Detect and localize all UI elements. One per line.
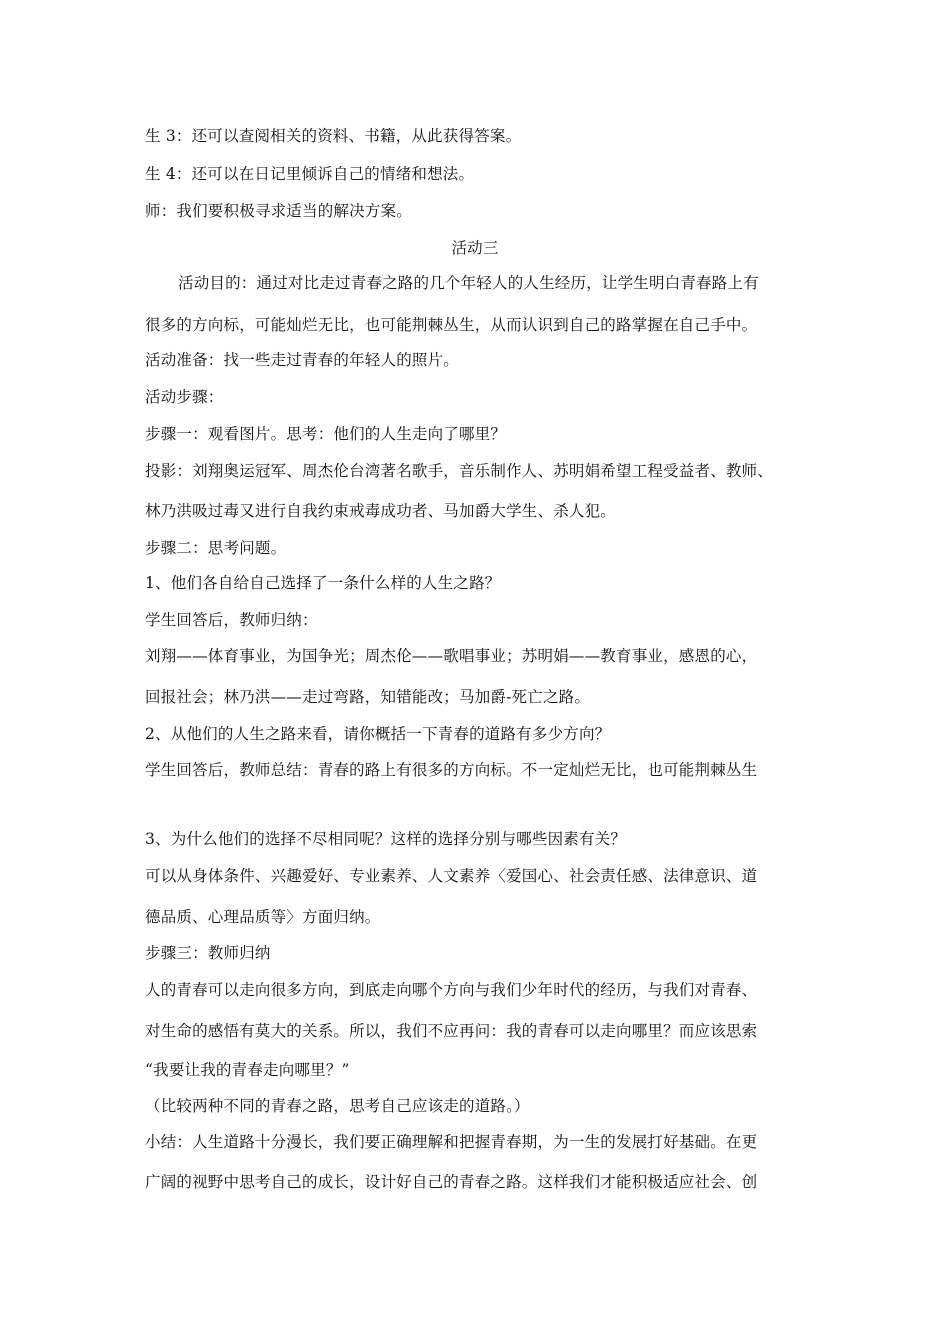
- projection-line-2: 林乃洪吸过毒又进行自我约束戒毒成功者、马加爵大学生、杀人犯。: [145, 502, 617, 520]
- conclusion-line-2: 对生命的感悟有莫大的关系。所以，我们不应再问：我的青春可以走向哪里？而应该思索: [145, 1022, 758, 1040]
- step-three: 步骤三：教师归纳: [145, 944, 271, 962]
- question-1: 1、他们各自给自己选择了一条什么样的人生之路？: [145, 574, 501, 592]
- summary-closing-line-2: 广阔的视野中思考自己的成长，设计好自己的青春之路。这样我们才能积极适应社会、创: [145, 1173, 758, 1191]
- question-3: 3、为什么他们的选择不尽相同呢？这样的选择分别与哪些因素有关？: [145, 830, 627, 848]
- dialogue-line-teacher: 师：我们要积极寻求适当的解决方案。: [145, 202, 412, 220]
- comparison-note: （比较两种不同的青春之路，思考自己应该走的道路。）: [145, 1097, 530, 1115]
- teacher-summary-intro: 学生回答后，教师归纳：: [145, 611, 318, 629]
- dialogue-line-student-3: 生 3：还可以查阅相关的资料、书籍，从此获得答案。: [145, 127, 522, 145]
- summary-line-2: 回报社会；林乃洪——走过弯路，知错能改；马加爵-死亡之路。: [145, 688, 591, 706]
- step-one: 步骤一：观看图片。思考：他们的人生走向了哪里？: [145, 425, 507, 443]
- section-heading-activity-3: 活动三: [451, 239, 499, 257]
- quoted-question: “我要让我的青春走向哪里？”: [145, 1061, 350, 1079]
- dialogue-line-student-4: 生 4：还可以在日记里倾诉自己的情绪和想法。: [145, 165, 475, 183]
- activity-preparation: 活动准备：找一些走过青春的年轻人的照片。: [145, 351, 460, 369]
- step-two: 步骤二：思考问题。: [145, 539, 287, 557]
- factors-line-1: 可以从身体条件、兴趣爱好、专业素养、人文素养〈爱国心、社会责任感、法律意识、道: [145, 867, 758, 885]
- projection-line-1: 投影：刘翔奥运冠军、周杰伦台湾著名歌手，音乐制作人、苏明娟希望工程受益者、教师、: [145, 462, 774, 480]
- activity-steps-label: 活动步骤：: [145, 388, 224, 406]
- summary-closing-line-1: 小结：人生道路十分漫长，我们要正确理解和把握青春期，为一生的发展打好基础。在更: [145, 1133, 758, 1151]
- teacher-conclusion: 学生回答后，教师总结：青春的路上有很多的方向标。不一定灿烂无比，也可能荆棘丛生: [145, 761, 758, 779]
- activity-purpose-line-1: 活动目的：通过对比走过青春之路的几个年轻人的人生经历，让学生明白青春路上有: [178, 274, 759, 292]
- summary-line-1: 刘翔——体育事业，为国争光；周杰伦——歌唱事业；苏明娟——教育事业，感恩的心，: [145, 647, 758, 665]
- factors-line-2: 德品质、心理品质等〉方面归纳。: [145, 908, 381, 926]
- conclusion-line-1: 人的青春可以走向很多方向，到底走向哪个方向与我们少年时代的经历，与我们对青春、: [145, 981, 758, 999]
- activity-purpose-line-2: 很多的方向标，可能灿烂无比，也可能荆棘丛生，从而认识到自己的路掌握在自己手中。: [145, 316, 758, 334]
- question-2: 2、从他们的人生之路来看，请你概括一下青春的道路有多少方向？: [145, 725, 611, 743]
